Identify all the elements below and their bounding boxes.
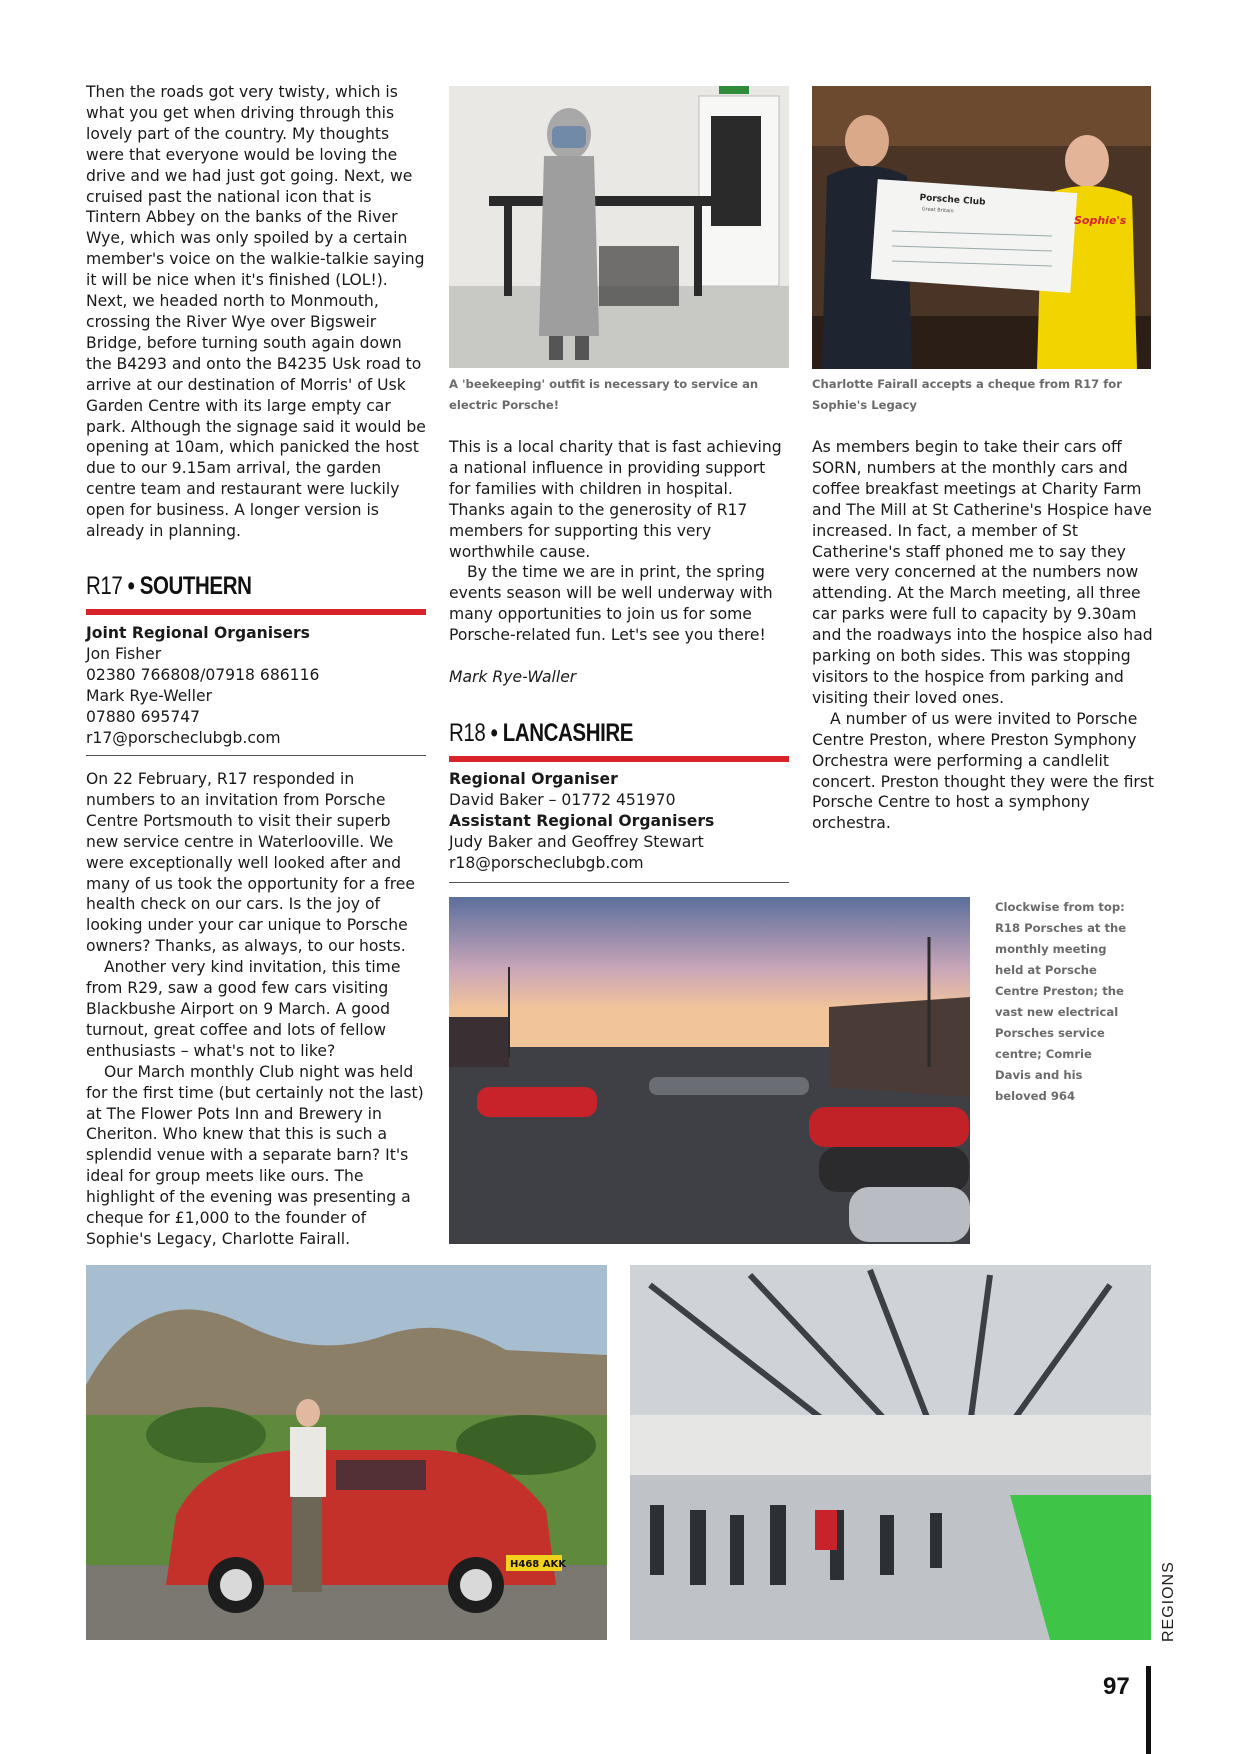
number-plate-text: H468 AKK [510, 1559, 566, 1570]
cheque-sub-text: Great Britain [921, 206, 954, 215]
body-paragraph: On 22 February, R17 responded in numbers to an invitation from Porsche Centre Portsmouth to visit their superb new service centre in Waterlooville. We were exceptionally well looked after and many of us took the opportunity for a free health check on our cars. Is the joy of looking under your car unique to Porsche owners? Thanks, as always, to our hosts. [86, 770, 415, 956]
sophies-shirt-text: Sophie's [1074, 214, 1127, 227]
r17-body-text [86, 769, 426, 1250]
r18-region-name: LANCASHIRE [502, 719, 634, 747]
body-paragraph: This is a local charity that is fast achieving a national influence in providing support for families with children in hospital. Thanks again to the generosity of R17 members for supporting this very worthwhile cause. [449, 438, 782, 561]
body-paragraph: A number of us were invited to Porsche Centre Preston, where Preston Symphony Orchestra were performing a candlelit concert. Preston thought they were the first Porsche Centre to host a symphony orchestra. [812, 709, 1155, 833]
r18-email: r18@porscheclubgb.com [449, 853, 644, 872]
beekeeping-photo-art [449, 86, 789, 368]
col3-body-text [812, 437, 1158, 834]
section-tag: REGIONS [1160, 1561, 1177, 1642]
r17-red-rule [86, 609, 426, 615]
clockwise-caption: Clockwise from top: R18 Porsches at the monthly meeting held at Porsche Centre Preston; the vast new electrical Porsches service centre; Comrie Davis and his beloved 964 [995, 900, 1127, 1103]
body-paragraph: Then the roads got very twisty, which is what you get when driving through this lovely part of the country. My thoughts were that everyone would be loving the drive and we had just got going. Next, we cruised past the national icon that is Tintern Abbey on the banks of the River Wye, which was only spoiled by a certain member's voice on the walkie-talkie saying it will be nice when it's finished (LOL!). Next, we headed north to Monmouth, crossing the River Wye over Bigsweir Bridge, before turning south again down the B4293 and onto the B4235 Usk road to arrive at our destination of Morris' of Usk Garden Centre with its large empty car park. Although the signage said it would be opening at 10am, which panicked the host due to our 9.15am arrival, the garden centre team and restaurant were luckily open for business. A longer version is already in planning. [86, 83, 426, 541]
carpark-photo-art [449, 897, 970, 1244]
signature: Mark Rye-Waller [449, 668, 577, 687]
cheque-photo-art [812, 86, 1151, 369]
r18-org-title: Regional Organiser [449, 770, 618, 788]
r17-email: r17@porscheclubgb.com [86, 728, 281, 747]
r17-divider [86, 755, 426, 756]
r17-org1-name: Jon Fisher [86, 644, 162, 663]
page-number: 97 [1103, 1673, 1130, 1700]
r17-organisers [86, 623, 426, 748]
comrie-964-photo-art [86, 1265, 607, 1640]
cheque-caption: Charlotte Fairall accepts a cheque from R17 for Sophie's Legacy [812, 377, 1122, 412]
col1-intro-text [86, 82, 426, 542]
r18-region-code: R18 [449, 719, 486, 747]
service-centre-photo-art [630, 1265, 1151, 1640]
r17-org1-phone: 02380 766808/07918 686116 [86, 665, 320, 684]
body-paragraph: Our March monthly Club night was held for the first time (but certainly not the last) at The Flower Pots Inn and Brewery in Cheriton. Who knew that this is such a splendid venue with a separate barn? It's ideal for group meets like ours. The highlight of the evening was presenting a cheque for £1,000 to the founder of Sophie's Legacy, Charlotte Fairall. [86, 1062, 424, 1248]
r17-region-name: SOUTHERN [139, 572, 252, 600]
beekeeping-caption: A 'beekeeping' outfit is necessary to service an electric Porsche! [449, 377, 759, 412]
r18-org-line: David Baker – 01772 451970 [449, 790, 676, 809]
r17-org2-phone: 07880 695747 [86, 707, 201, 726]
r17-region-code: R17 [86, 572, 123, 600]
page-number-bar [1146, 1666, 1151, 1754]
beekeeping-photo [449, 86, 789, 368]
r18-heading: R18 • LANCASHIRE [449, 719, 634, 747]
body-paragraph: By the time we are in print, the spring events season will be well underway with many opportunities to join us for some Porsche-related fun. Let's see you there! [449, 563, 773, 645]
r17-org2-name: Mark Rye-Weller [86, 686, 212, 705]
r18-asst-title: Assistant Regional Organisers [449, 811, 715, 830]
r17-heading: R17 • SOUTHERN [86, 572, 252, 600]
service-centre-photo [630, 1265, 1151, 1640]
comrie-964-photo [86, 1265, 607, 1640]
cheque-photo [812, 86, 1151, 369]
body-paragraph: Another very kind invitation, this time from R29, saw a good few cars visiting Blackbushe Airport on 9 March. A good turnout, great coffee and lots of fellow enthusiasts – what's not to like? [86, 958, 401, 1060]
r18-asst-names: Judy Baker and Geoffrey Stewart [449, 832, 704, 851]
r17-org-title: Joint Regional Organisers [86, 624, 310, 642]
cheque-club-text: Porsche Club [919, 193, 986, 208]
r18-red-rule [449, 756, 789, 762]
carpark-photo [449, 897, 970, 1244]
r18-divider [449, 882, 789, 883]
r18-organisers [449, 769, 789, 874]
col2-body-text [449, 437, 789, 688]
body-paragraph: As members begin to take their cars off SORN, numbers at the monthly cars and coffee breakfast meetings at Charity Farm and The Mill at St Catherine's Hospice have increased. In fact, a member of St Catherine's staff phoned me to say they were very concerned at the numbers now attending. At the March meeting, all three car parks were full to capacity by 9.30am and the roadways into the hospice also had parking on both sides. This was stopping visitors to the hospice from parking and visiting their loved ones. [812, 438, 1153, 707]
